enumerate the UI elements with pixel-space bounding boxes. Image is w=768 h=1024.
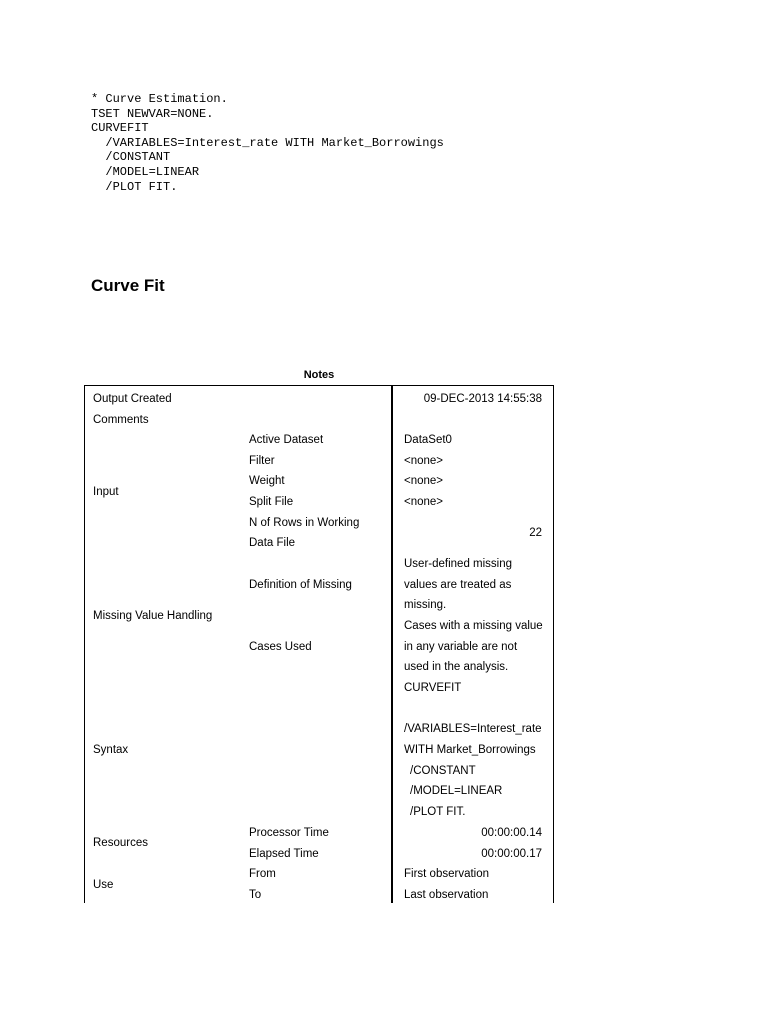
use-label: Use	[93, 879, 114, 891]
processor-time-value: 00:00:00.14	[481, 827, 542, 839]
resources-label: Resources	[93, 837, 148, 849]
table-divider	[391, 385, 393, 903]
section-heading: Curve Fit	[91, 276, 165, 295]
syntax-line: /CONSTANT	[91, 150, 171, 165]
syntax-block	[91, 92, 444, 194]
cases-used-value: in any variable are not	[404, 641, 518, 653]
active-dataset-label: Active Dataset	[249, 434, 324, 446]
syntax-value: WITH Market_Borrowings	[404, 744, 536, 756]
syntax-line: CURVEFIT	[91, 121, 149, 136]
output-created-label: Output Created	[93, 393, 172, 405]
to-label: To	[249, 889, 262, 901]
notes-caption: Notes	[303, 369, 335, 381]
syntax-value: CURVEFIT	[404, 682, 462, 694]
filter-label: Filter	[249, 455, 275, 467]
n-rows-value: 22	[529, 527, 542, 539]
syntax-line: TSET NEWVAR=NONE.	[91, 106, 214, 121]
syntax-line: /MODEL=LINEAR	[91, 164, 200, 179]
syntax-line: /PLOT FIT.	[91, 179, 178, 194]
elapsed-time-value: 00:00:00.17	[481, 848, 542, 860]
weight-value: <none>	[404, 475, 444, 487]
split-file-value: <none>	[404, 496, 444, 508]
n-rows-label: N of Rows in Working	[249, 517, 360, 529]
missing-value-handling-label: Missing Value Handling	[93, 610, 213, 622]
syntax-value: /CONSTANT	[410, 765, 476, 777]
syntax-value: /VARIABLES=Interest_rate	[404, 723, 542, 735]
comments-label: Comments	[93, 414, 149, 426]
from-value: First observation	[404, 868, 490, 880]
definition-missing-label: Definition of Missing	[249, 579, 352, 591]
definition-missing-value: values are treated as	[404, 579, 512, 591]
filter-value: <none>	[404, 455, 444, 467]
split-file-label: Split File	[249, 496, 294, 508]
n-rows-label: Data File	[249, 537, 296, 549]
cases-used-value: used in the analysis.	[404, 661, 509, 673]
to-value: Last observation	[404, 889, 489, 901]
cases-used-label: Cases Used	[249, 641, 312, 653]
definition-missing-value: User-defined missing	[404, 558, 513, 570]
cases-used-value: Cases with a missing value	[404, 620, 543, 632]
elapsed-time-label: Elapsed Time	[249, 848, 319, 860]
syntax-line: * Curve Estimation.	[91, 92, 228, 106]
syntax-value: /PLOT FIT.	[410, 806, 466, 818]
syntax-label: Syntax	[93, 744, 129, 756]
processor-time-label: Processor Time	[249, 827, 329, 839]
definition-missing-value: missing.	[404, 599, 447, 611]
input-label: Input	[93, 486, 119, 498]
syntax-line: /VARIABLES=Interest_rate WITH Market_Borrowings	[91, 135, 444, 150]
active-dataset-value: DataSet0	[404, 434, 452, 446]
syntax-value: /MODEL=LINEAR	[410, 785, 503, 797]
notes-table	[84, 385, 554, 903]
from-label: From	[249, 868, 276, 880]
output-created-value: 09-DEC-2013 14:55:38	[423, 393, 542, 405]
weight-label: Weight	[249, 475, 285, 487]
